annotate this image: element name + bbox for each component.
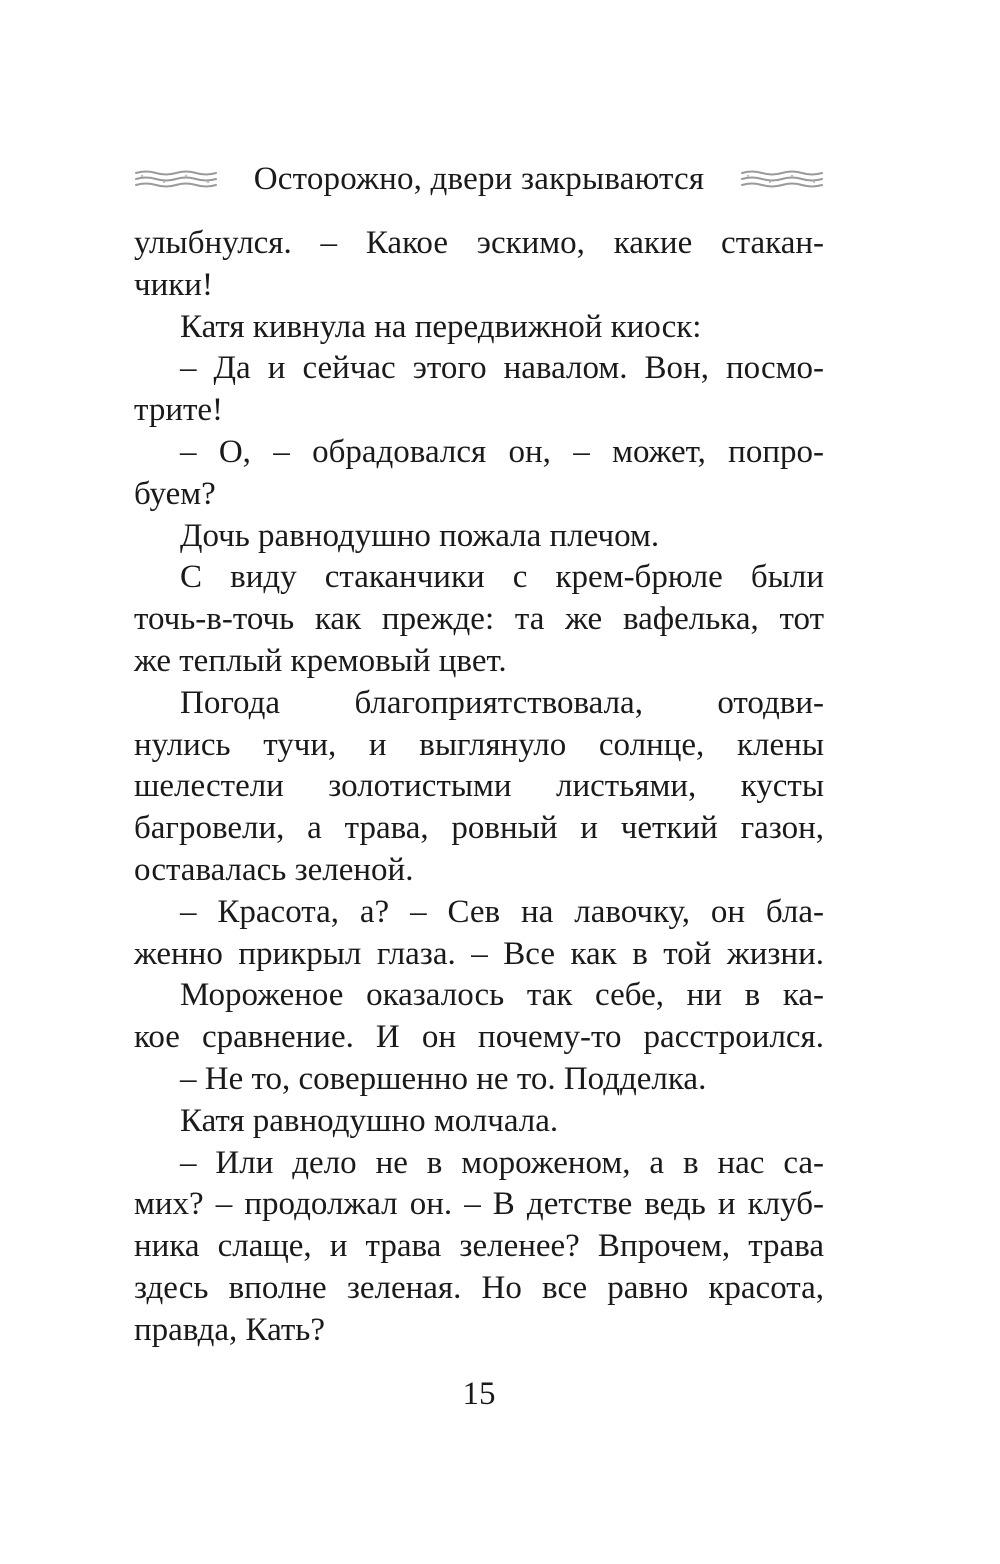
text-line: Дочь равнодушно пожала плечом. xyxy=(180,517,660,554)
text-line: буем? xyxy=(134,475,216,512)
text-line: – Красота, а? – Сев на лавочку, он бла- xyxy=(180,893,824,930)
text-line: С виду стаканчики с крем-брюле были xyxy=(180,559,824,596)
ornament-icon xyxy=(134,168,218,190)
text-line: же теплый кремовый цвет. xyxy=(134,642,507,679)
text-line: Катя равнодушно молчала. xyxy=(180,1102,559,1139)
text-line: здесь вполне зеленая. Но все равно красота, xyxy=(134,1269,824,1306)
text-line: кое сравнение. И он почему-то расстроился. xyxy=(134,1019,824,1056)
text-line: точь-в-точь как прежде: та же вафелька, тот xyxy=(134,601,824,638)
text-line: шелестели золотистыми листьями, кусты xyxy=(134,768,824,805)
ornament-icon xyxy=(740,168,824,190)
text-line: – Или дело не в мороженом, а в нас са- xyxy=(180,1144,824,1181)
text-line: Погода благоприятствовала, отодви- xyxy=(180,684,824,721)
text-line: – Да и сейчас этого навалом. Вон, посмо- xyxy=(180,350,824,387)
running-header xyxy=(134,156,824,202)
text-line: трите! xyxy=(134,392,224,429)
text-line: ника слаще, и трава зеленее? Впрочем, трава xyxy=(134,1228,824,1265)
text-line: улыбнулся. – Какое эскимо, какие стакан- xyxy=(134,225,824,261)
text-line: – О, – обрадовался он, – может, попро- xyxy=(180,433,824,470)
text-line: багровели, а трава, ровный и четкий газон, xyxy=(134,810,824,847)
page-number: 15 xyxy=(462,1376,496,1412)
body-text xyxy=(134,223,824,1352)
text-line: оставалась зеленой. xyxy=(134,851,414,888)
text-line: Мороженое оказалось так себе, ни в ка- xyxy=(180,977,824,1014)
text-line: – Не то, совершенно не то. Подделка. xyxy=(180,1060,707,1097)
text-line: нулись тучи, и выглянуло солнце, клены xyxy=(134,726,824,763)
text-line: чики! xyxy=(134,266,213,303)
text-line: правда, Кать? xyxy=(134,1311,325,1348)
running-header-title: Осторожно, двери закрываются xyxy=(253,160,705,197)
text-line: мих? – продолжал он. – В детстве ведь и клуб- xyxy=(134,1186,824,1223)
text-line: женно прикрыл глаза. – Все как в той жизни. xyxy=(134,935,824,972)
text-line: Катя кивнула на передвижной киоск: xyxy=(180,308,702,345)
